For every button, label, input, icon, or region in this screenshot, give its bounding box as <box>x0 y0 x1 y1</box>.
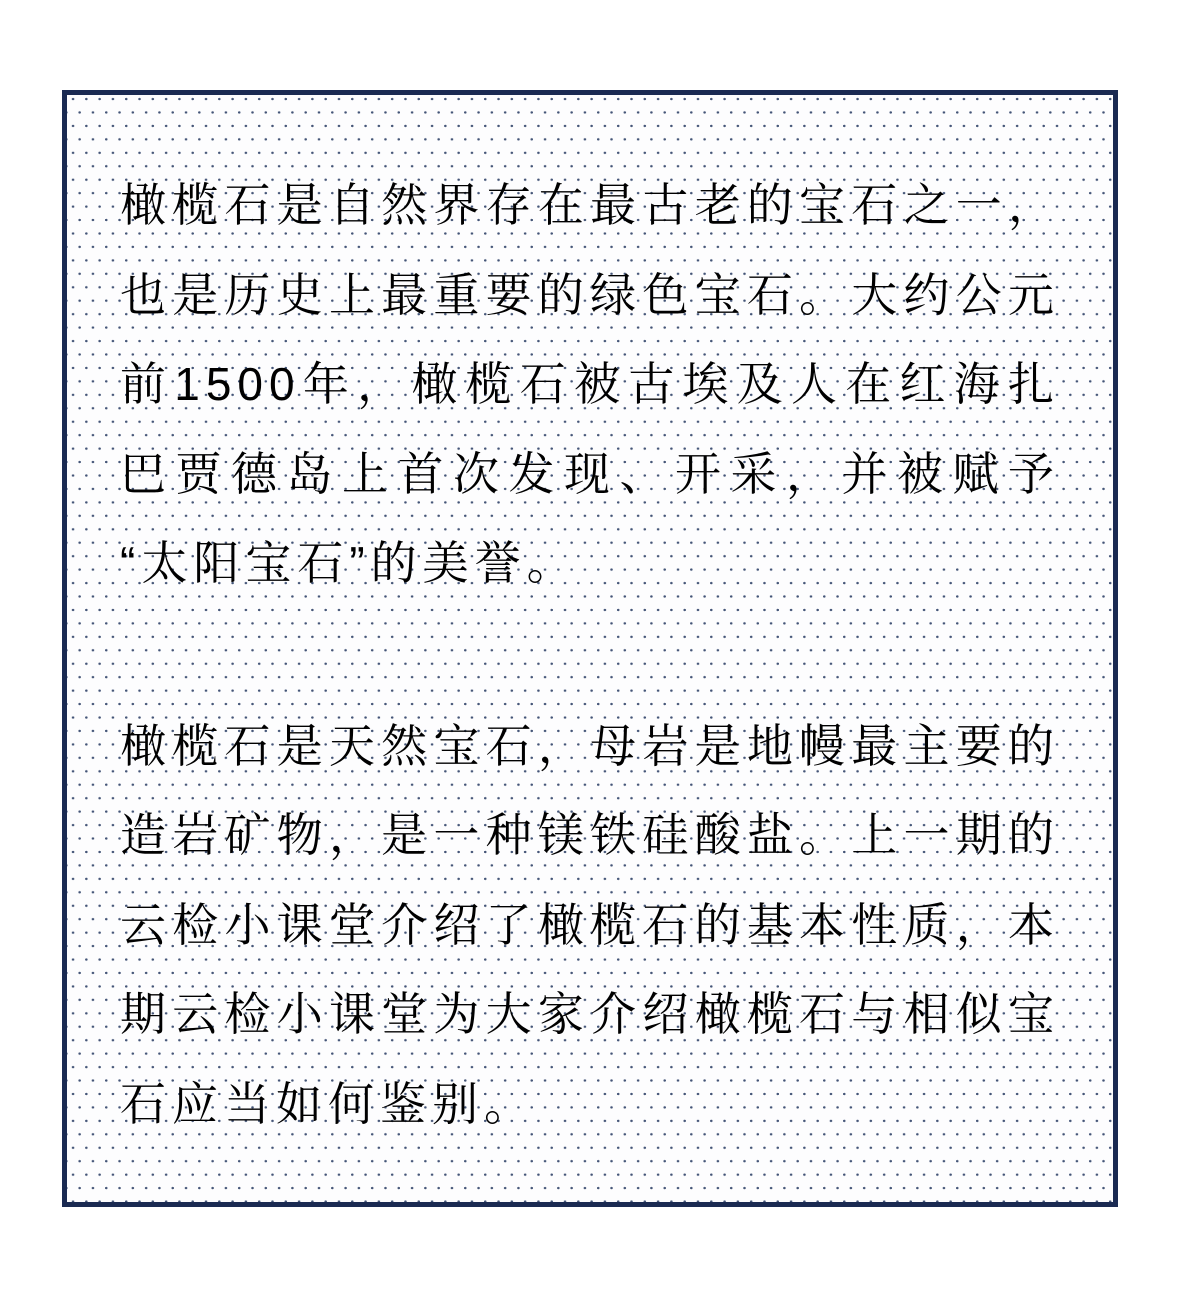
text-line: 石应当如何鉴别。 <box>120 1077 536 1130</box>
paragraph-mineralogy <box>120 702 1060 1150</box>
text-card <box>62 90 1118 1207</box>
text-line: 橄榄石是自然界存在最古老的宝石之一， <box>120 179 1060 231</box>
text-line: 云检小课堂介绍了橄榄石的基本性质，本 <box>120 898 1060 951</box>
text-line: 巴贾德岛上首次发现、开采，并被赋予 <box>120 447 1060 500</box>
text-line: 前1500年，橄榄石被古埃及人在红海扎 <box>120 358 1060 410</box>
text-line: “太阳宝石”的美誉。 <box>120 537 579 589</box>
text-card-content <box>67 95 1113 1202</box>
text-line: 造岩矿物，是一种镁铁硅酸盐。上一期的 <box>120 809 1060 861</box>
text-line: 也是历史上最重要的绿色宝石。大约公元 <box>120 268 1060 321</box>
text-line: 期云检小课堂为大家介绍橄榄石与相似宝 <box>120 988 1060 1040</box>
text-line: 橄榄石是天然宝石，母岩是地幔最主要的 <box>120 719 1060 772</box>
paragraph-history <box>120 161 1060 609</box>
